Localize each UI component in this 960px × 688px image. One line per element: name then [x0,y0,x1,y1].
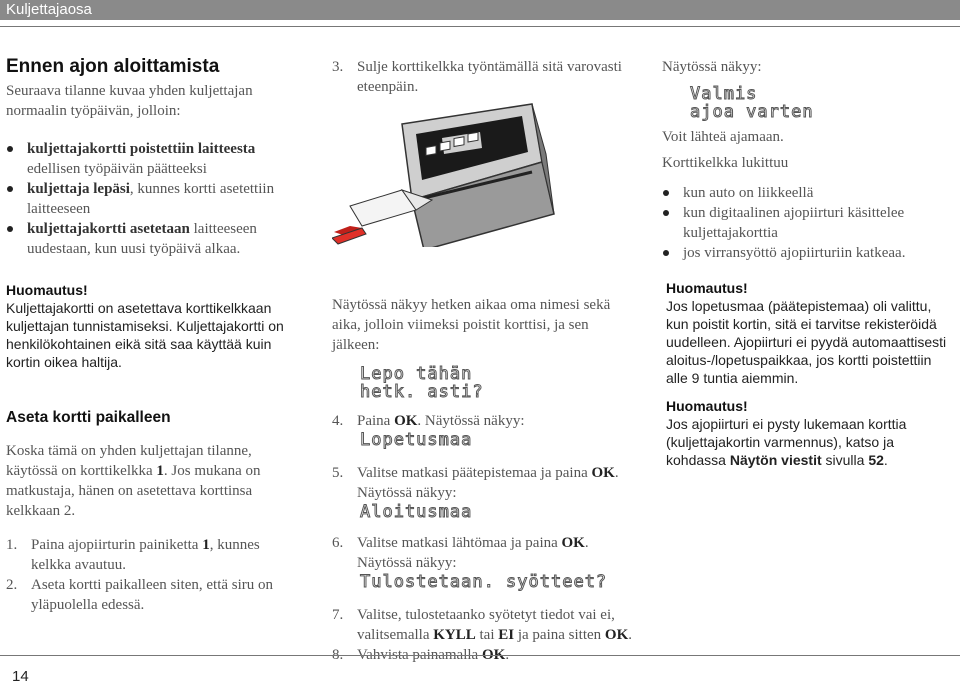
step-text: Sulje korttikelkka työntämällä sitä varovasti eteenpäin. [357,59,622,95]
bottom-rule [0,655,960,656]
list-item: kun auto on liikkeellä [662,183,954,203]
can-leave-text: Voit lähteä ajamaan. [662,129,784,145]
ok-label: OK [481,647,506,663]
step-text: Aseta kortti paikalleen siten, että siru on yläpuolella edessä. [31,577,274,613]
note-block [666,397,954,469]
situation-list [6,139,302,259]
step-text: . Näytössä näkyy: [357,465,619,501]
note-heading: Huomautus! [666,280,748,296]
display-intro: Näytössä näkyy: [662,59,762,75]
steps-list-cont [332,57,632,97]
step-number: 5. [332,465,344,481]
step-text: . Näytössä näkyy: [357,535,589,571]
display-print-question: Tulostetaan. syötteet? [360,572,608,592]
note-text-c: sivulla [821,452,869,468]
no-label: EI [498,627,515,643]
tachograph-drawing [332,102,622,247]
note-text: Jos lopetusmaa (päätepistemaa) oli valittu, kun poistit kortin, sitä ei tarvitse rekisteröidä uudelleen. Ajopiirturi ei pyydä automaattisesti aloitus-/lopetuspaikkaa, jos kortti poistettiin alle 9 tuntia aiemmin. [666,298,947,386]
step-item [332,533,632,591]
bullet-strong: kuljettajakortti poistettiin laitteesta [27,141,256,157]
step-item [332,57,632,97]
display-ready-line1: Valmis [690,84,758,104]
step-text: . [505,647,510,663]
section-text [6,441,302,521]
intro-text: Seuraava tilanne kuvaa yhden kuljettajan normaalin työpäivän, jolloin: [6,83,253,119]
bullet-text: edellisen työpäivän päätteeksi [27,161,207,177]
step-number: 6. [332,535,344,551]
column-middle [332,57,632,665]
step-number: 7. [332,607,344,623]
display-start-country: Aloitusmaa [360,502,473,522]
note-text-e: . [883,452,888,468]
display-rest-line2: hetk. asti? [360,382,484,402]
column-left [6,52,302,615]
step-text: , kunnes kelkka avautuu. [31,537,260,573]
section-title: Aseta kortti paikalleen [6,409,171,426]
step-text: . [628,627,632,643]
steps-list [6,535,302,615]
bullet-strong: kuljettaja lepäsi [27,181,130,197]
note-heading: Huomautus! [666,398,748,414]
note-heading: Huomautus! [6,282,88,298]
step-text: tai [475,627,499,643]
header-title: Kuljettajaosa [6,1,92,18]
section-text-c: . Jos mukana on matkustaja, hänen on asetettava korttinsa kelkkaan 2. [6,463,261,519]
list-item [6,219,302,259]
step-item [332,463,632,521]
slot-number: 1 [156,463,164,479]
step-text: . Näytössä näkyy: [417,413,525,429]
step-item [332,605,632,645]
yes-label: KYLL [433,627,476,643]
step-text: Valitse matkasi päätepistemaa ja paina [357,465,592,481]
display-rest-line1: Lepo tähän [360,364,473,384]
top-rule [0,26,960,27]
display-ready-line2: ajoa varten [690,102,814,122]
display-end-country: Lopetusmaa [360,430,473,450]
list-item: kun digitaalinen ajopiirturi käsittelee kuljettajakorttia [662,203,954,243]
step-item [6,535,302,575]
note-block [6,281,302,371]
after-insert-text: Näytössä näkyy hetken aikaa oma nimesi sekä aika, jolloin viimeksi poistit korttisi, ja sen jälkeen: [332,297,611,353]
step-text: Valitse matkasi lähtömaa ja paina [357,535,562,551]
bullet-strong: kuljettajakortti asetetaan [27,221,190,237]
section-reference: Näytön viestit [729,452,822,468]
step-number: 8. [332,647,344,663]
page-number: 14 [12,668,29,685]
note-text: Kuljettajakortti on asetettava korttikelkkaan kuljettajan tunnistamiseksi. Kuljettajakortti on henkilökohtainen eikä sitä saa käyttää kuin kortin oikea haltija. [6,300,284,370]
running-header [0,0,960,20]
step-text: Valitse, tulostetaanko syötetyt tiedot vai ei, valitsemalla [357,607,615,643]
page-reference: 52 [868,452,884,468]
list-item [6,179,302,219]
note-text [666,415,954,469]
step-item [6,575,302,615]
ok-label: OK [604,627,629,643]
step-number: 3. [332,59,344,75]
list-item: jos virransyöttö ajopiirturiin katkeaa. [662,243,954,263]
step-text: Vahvista painamalla [357,647,482,663]
step-item [332,411,632,449]
note-block [666,279,954,387]
button-number: 1 [202,537,210,553]
bullet-text: laitteeseen uudestaan, kun uusi työpäivä alkaa. [27,221,257,257]
step-number: 4. [332,413,344,429]
page-title: Ennen ajon aloittamista [6,56,220,77]
ok-label: OK [394,413,418,429]
lock-conditions-list [662,183,954,263]
step-text: Paina [357,413,395,429]
tachograph-illustration [332,102,622,247]
step-number: 1. [6,537,18,553]
list-item [6,139,302,179]
step-text: ja paina sitten [514,627,605,643]
note-text-a: Jos ajopiirturi ei pysty lukemaan korttia (kuljettajakortin varmennus), katso ja kohdassa [666,416,907,468]
column-right [662,57,954,469]
section-text-a: Koska tämä on yhden kuljettajan tilanne, käytössä on korttikelkka [6,443,252,479]
steps-list-cont2 [332,411,632,665]
locked-text: Korttikelkka lukittuu [662,155,789,171]
ok-label: OK [561,535,585,551]
bullet-text: , kunnes kortti asetettiin laitteeseen [27,181,275,217]
step-text: Paina ajopiirturin painiketta [31,537,203,553]
step-number: 2. [6,577,18,593]
ok-label: OK [591,465,615,481]
